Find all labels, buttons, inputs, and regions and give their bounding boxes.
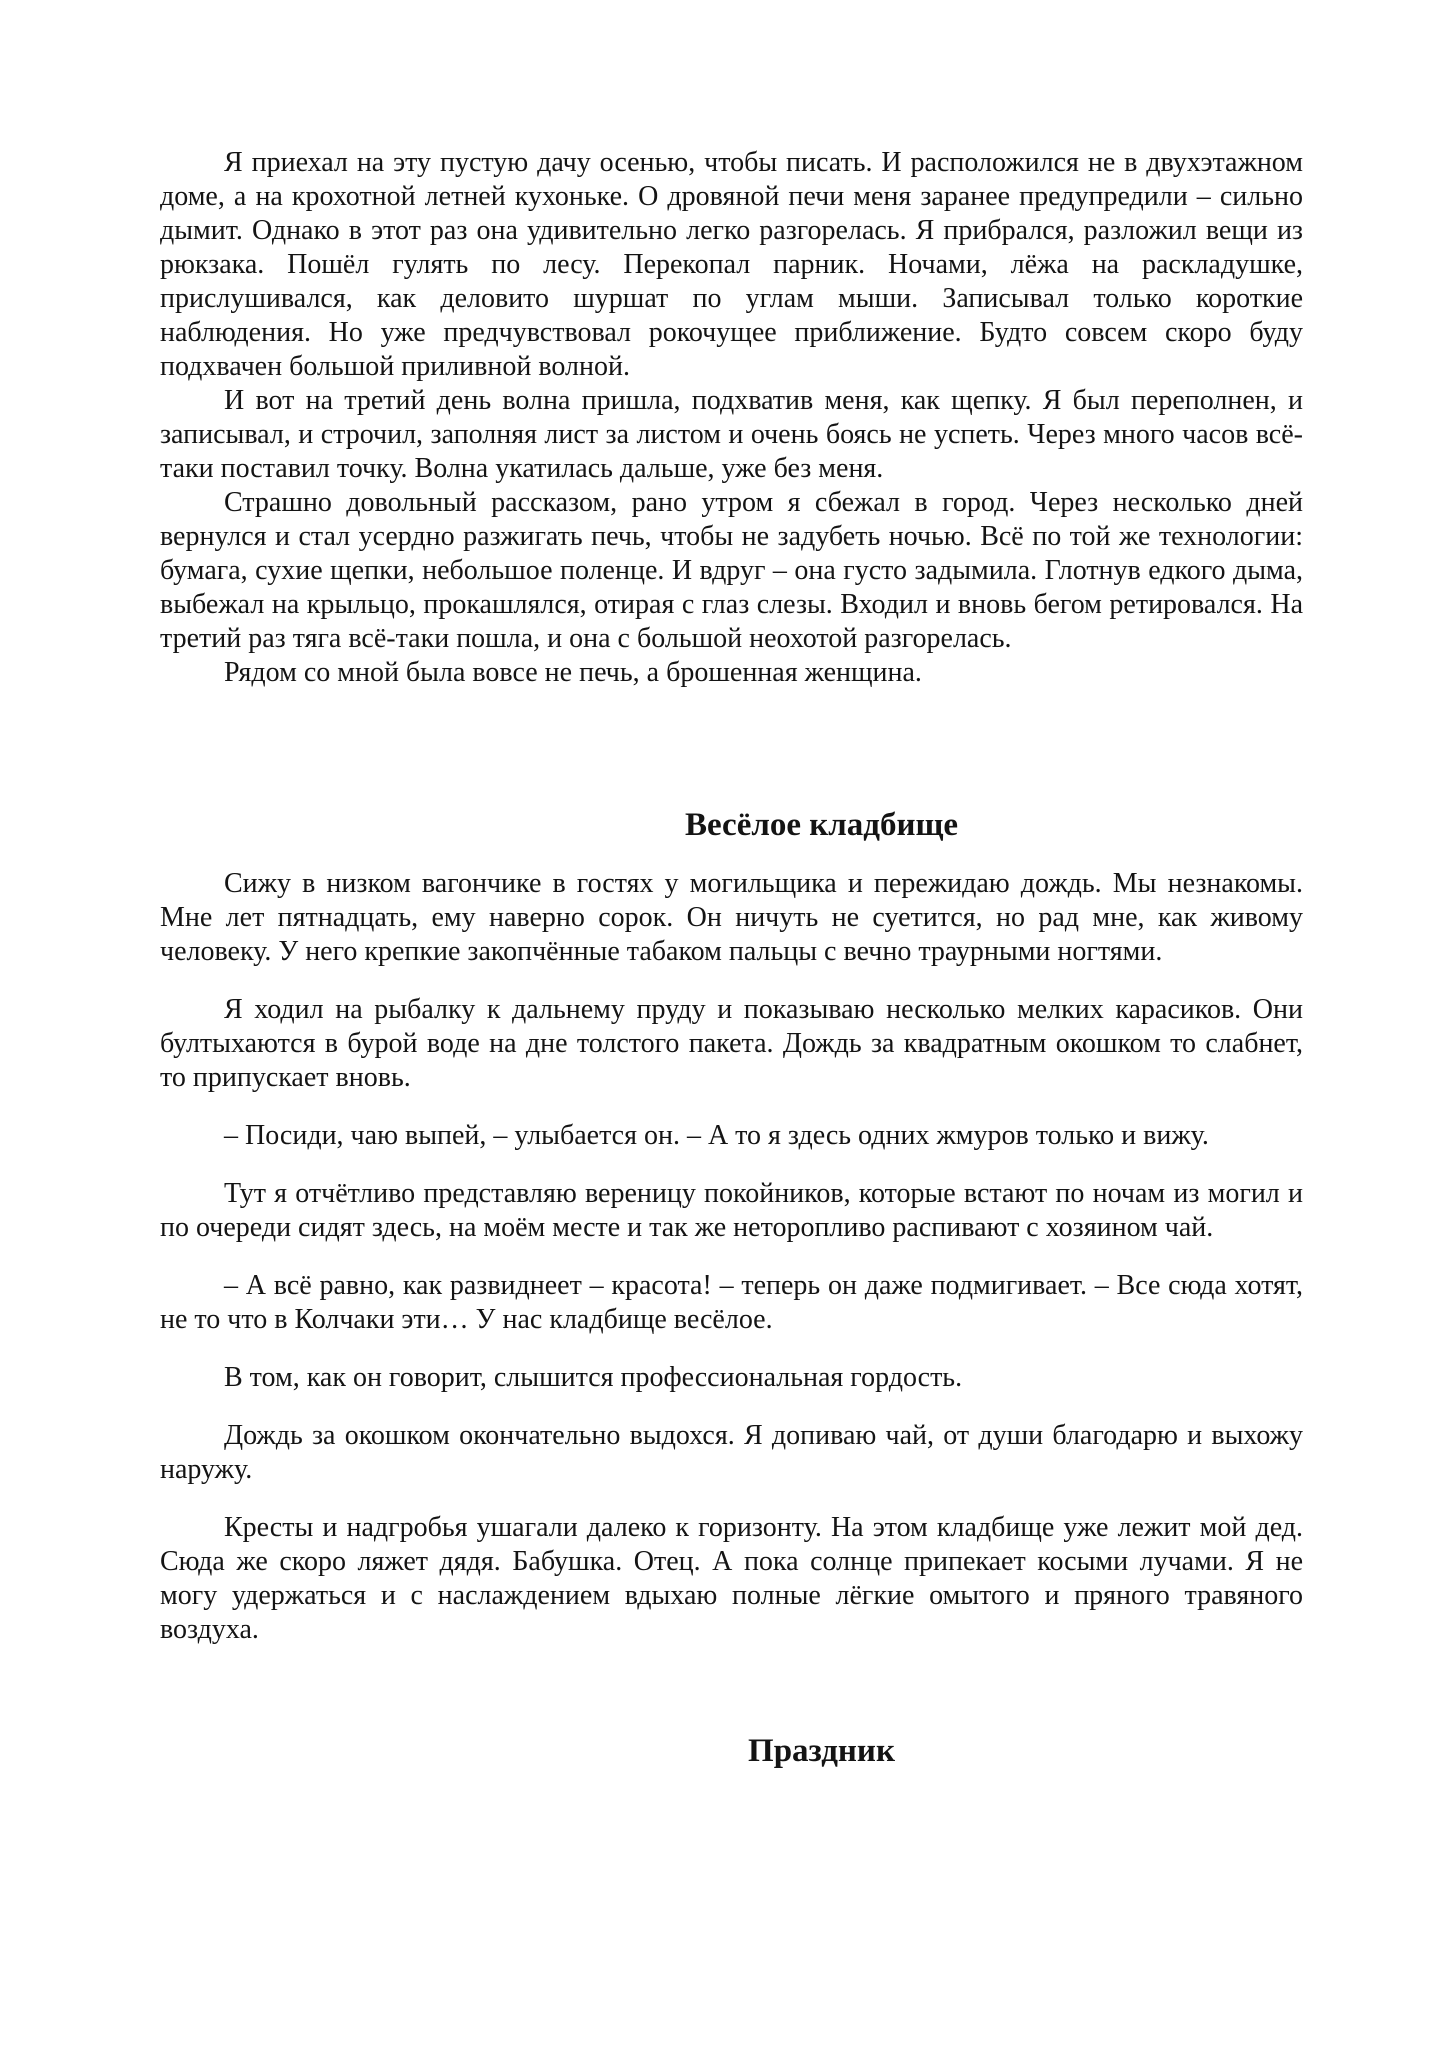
paragraph-dialogue: – Посиди, чаю выпей, – улыбается он. – А то я здесь одних жмуров только и вижу. — [224, 1120, 1209, 1151]
paragraph: Дождь за окошком окончательно выдохся. Я допиваю чай, от души благодарю и выхожу наружу. — [160, 1420, 1303, 1485]
story-section-dacha — [160, 146, 1303, 690]
paragraph: В том, как он говорит, слышится профессиональная гордость. — [224, 1362, 963, 1393]
paragraph: Рядом со мной была вовсе не печь, а брошенная женщина. — [224, 657, 922, 688]
paragraph: Я приехал на эту пустую дачу осенью, чтобы писать. И расположился не в двухэтажном доме, а на крохотной летней кухоньке. О дровяной печи меня заранее предупредили – сильно дымит. Однако в этот раз она удивительно легко разгорелась. Я прибрался, разложил вещи из рюкзака. Пошёл гулять по лесу. Перекопал парник. Ночами, лёжа на раскладушке, прислушивался, как деловито шуршат по углам мыши. Записывал только короткие наблюдения. Но уже предчувствовал рокочущее приближение. Будто совсем скоро буду подхвачен большой приливной волной. — [160, 147, 1303, 382]
paragraph: Сижу в низком вагончике в гостях у могильщика и пережидаю дождь. Мы незнакомы. Мне лет пятнадцать, ему наверно сорок. Он ничуть не суетится, но рад мне, как живому человеку. У него крепкие закопчённые табаком пальцы с вечно траурными ногтями. — [160, 868, 1303, 967]
paragraph: Кресты и надгробья ушагали далеко к горизонту. На этом кладбище уже лежит мой дед. Сюда же скоро ляжет дядя. Бабушка. Отец. А пока солнце припекает косыми лучами. Я не могу удержаться и с наслаждением вдыхаю полные лёгкие омытого и пряного травяного воздуха. — [160, 1512, 1303, 1645]
story-section-cheerful-cemetery — [160, 867, 1303, 1647]
paragraph: И вот на третий день волна пришла, подхватив меня, как щепку. Я был переполнен, и записывал, и строчил, заполняя лист за листом и очень боясь не успеть. Через много часов всё-таки поставил точку. Волна укатилась дальше, уже без меня. — [160, 385, 1303, 484]
paragraph: Тут я отчётливо представляю вереницу покойников, которые встают по ночам из могил и по очереди сидят здесь, на моём месте и так же неторопливо распивают с хозяином чай. — [160, 1178, 1303, 1243]
paragraph: Я ходил на рыбалку к дальнему пруду и показываю несколько мелких карасиков. Они бултыхаются в бурой воде на дне толстого пакета. Дождь за квадратным окошком то слабнет, то припускает вновь. — [160, 994, 1303, 1093]
paragraph: Страшно довольный рассказом, рано утром я сбежал в город. Через несколько дней вернулся и стал усердно разжигать печь, чтобы не задубеть ночью. Всё по той же технологии: бумага, сухие щепки, небольшое поленце. И вдруг – она густо задымила. Глотнув едкого дыма, выбежал на крыльцо, прокашлялся, отирая с глаз слезы. Входил и вновь бегом ретировался. На третий раз тяга всё-таки пошла, и она с большой неохотой разгорелась. — [160, 487, 1303, 654]
story-title-holiday: Праздник — [748, 1733, 895, 1769]
story-title-cheerful-cemetery: Весёлое кладбище — [684, 807, 958, 843]
paragraph-dialogue: – А всё равно, как развиднеет – красота! – теперь он даже подмигивает. – Все сюда хотят, не то что в Колчаки эти… У нас кладбище весёлое. — [160, 1270, 1303, 1335]
